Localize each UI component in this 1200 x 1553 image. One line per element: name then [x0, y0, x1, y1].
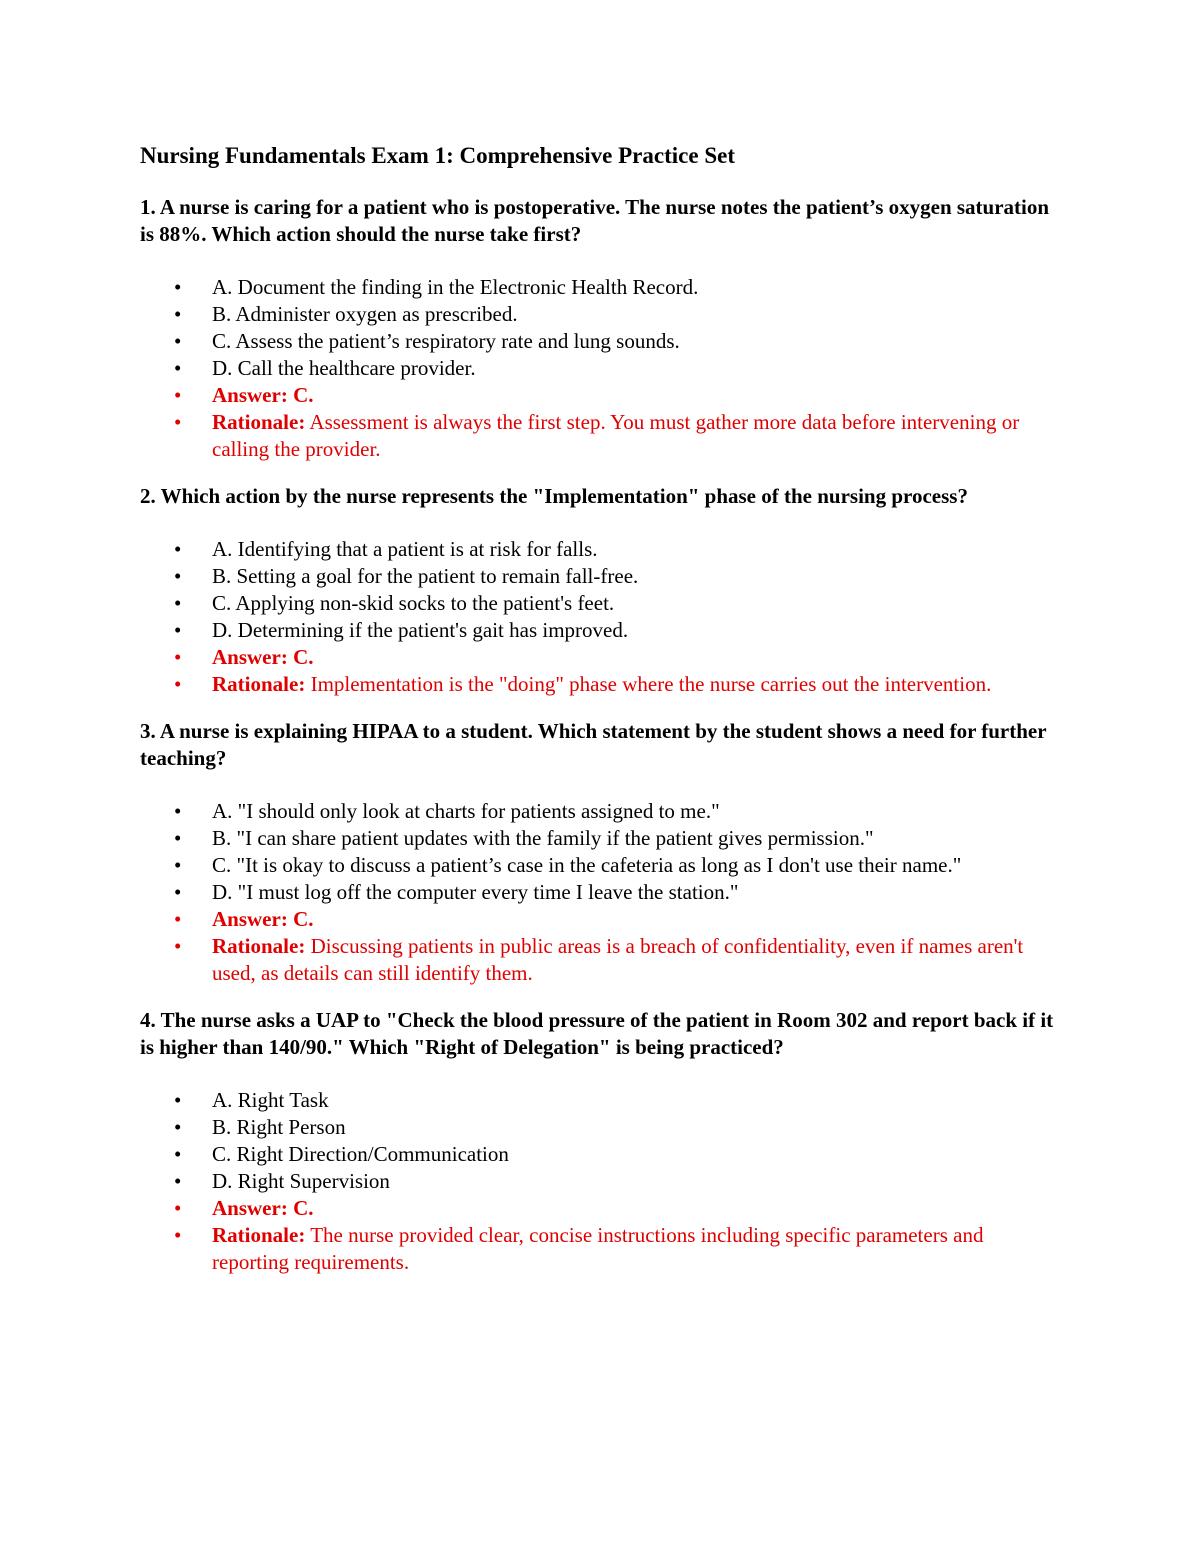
document-page: [140, 140, 1060, 1296]
rationale-label: Rationale:: [212, 934, 306, 958]
rationale-text: Implementation is the "doing" phase where the nurse carries out the intervention.: [305, 672, 992, 696]
document-title: Nursing Fundamentals Exam 1: Comprehensive Practice Set: [140, 143, 735, 168]
option-item: • B. "I can share patient updates with the family if the patient gives permission.": [140, 825, 1060, 852]
question-block: [140, 483, 1060, 698]
option-item: • C. "It is okay to discuss a patient’s case in the cafeteria as long as I don't use their name.": [140, 852, 1060, 879]
question-text: 2. Which action by the nurse represents the "Implementation" phase of the nursing process?: [140, 484, 968, 508]
question-text: 3. A nurse is explaining HIPAA to a student. Which statement by the student shows a need for further teaching?: [140, 719, 1047, 770]
rationale-text: Discussing patients in public areas is a breach of confidentiality, even if names aren't used, as details can still identify them.: [212, 934, 1024, 985]
rationale-item: [140, 933, 1060, 987]
option-list: [140, 274, 1060, 463]
rationale-label: Rationale:: [212, 410, 306, 434]
option-item: • A. Document the finding in the Electronic Health Record.: [140, 274, 1060, 301]
option-list: [140, 798, 1060, 987]
question-block: [140, 1007, 1060, 1276]
option-item: • D. Call the healthcare provider.: [140, 355, 1060, 382]
rationale-item: [140, 671, 1060, 698]
option-item: • D. Right Supervision: [140, 1168, 1060, 1195]
rationale-label: Rationale:: [212, 672, 306, 696]
rationale-label: Rationale:: [212, 1223, 306, 1247]
answer-label: Answer: C.: [212, 907, 314, 931]
answer-item: [140, 382, 1060, 409]
answer-item: [140, 644, 1060, 671]
answer-label: Answer: C.: [212, 645, 314, 669]
option-item: • A. Right Task: [140, 1087, 1060, 1114]
option-item: • D. Determining if the patient's gait has improved.: [140, 617, 1060, 644]
answer-item: [140, 906, 1060, 933]
option-item: • A. "I should only look at charts for patients assigned to me.": [140, 798, 1060, 825]
question-block: [140, 718, 1060, 987]
answer-item: [140, 1195, 1060, 1222]
rationale-text: The nurse provided clear, concise instructions including specific parameters and reporting requirements.: [212, 1223, 984, 1274]
option-item: • C. Assess the patient’s respiratory rate and lung sounds.: [140, 328, 1060, 355]
option-item: • A. Identifying that a patient is at risk for falls.: [140, 536, 1060, 563]
option-item: • C. Applying non-skid socks to the patient's feet.: [140, 590, 1060, 617]
answer-label: Answer: C.: [212, 1196, 314, 1220]
option-item: • C. Right Direction/Communication: [140, 1141, 1060, 1168]
rationale-text: Assessment is always the first step. You must gather more data before intervening or calling the provider.: [212, 410, 1020, 461]
answer-label: Answer: C.: [212, 383, 314, 407]
question-block: [140, 194, 1060, 463]
option-item: • D. "I must log off the computer every time I leave the station.": [140, 879, 1060, 906]
option-item: • B. Administer oxygen as prescribed.: [140, 301, 1060, 328]
option-item: • B. Right Person: [140, 1114, 1060, 1141]
rationale-item: [140, 409, 1060, 463]
option-item: • B. Setting a goal for the patient to remain fall-free.: [140, 563, 1060, 590]
question-text: 4. The nurse asks a UAP to "Check the blood pressure of the patient in Room 302 and report back if it is higher than 140/90." Which "Right of Delegation" is being practiced?: [140, 1008, 1054, 1059]
rationale-item: [140, 1222, 1060, 1276]
question-text: 1. A nurse is caring for a patient who is postoperative. The nurse notes the patient’s oxygen saturation is 88%. Which action should the nurse take first?: [140, 195, 1050, 246]
option-list: [140, 1087, 1060, 1276]
option-list: [140, 536, 1060, 698]
